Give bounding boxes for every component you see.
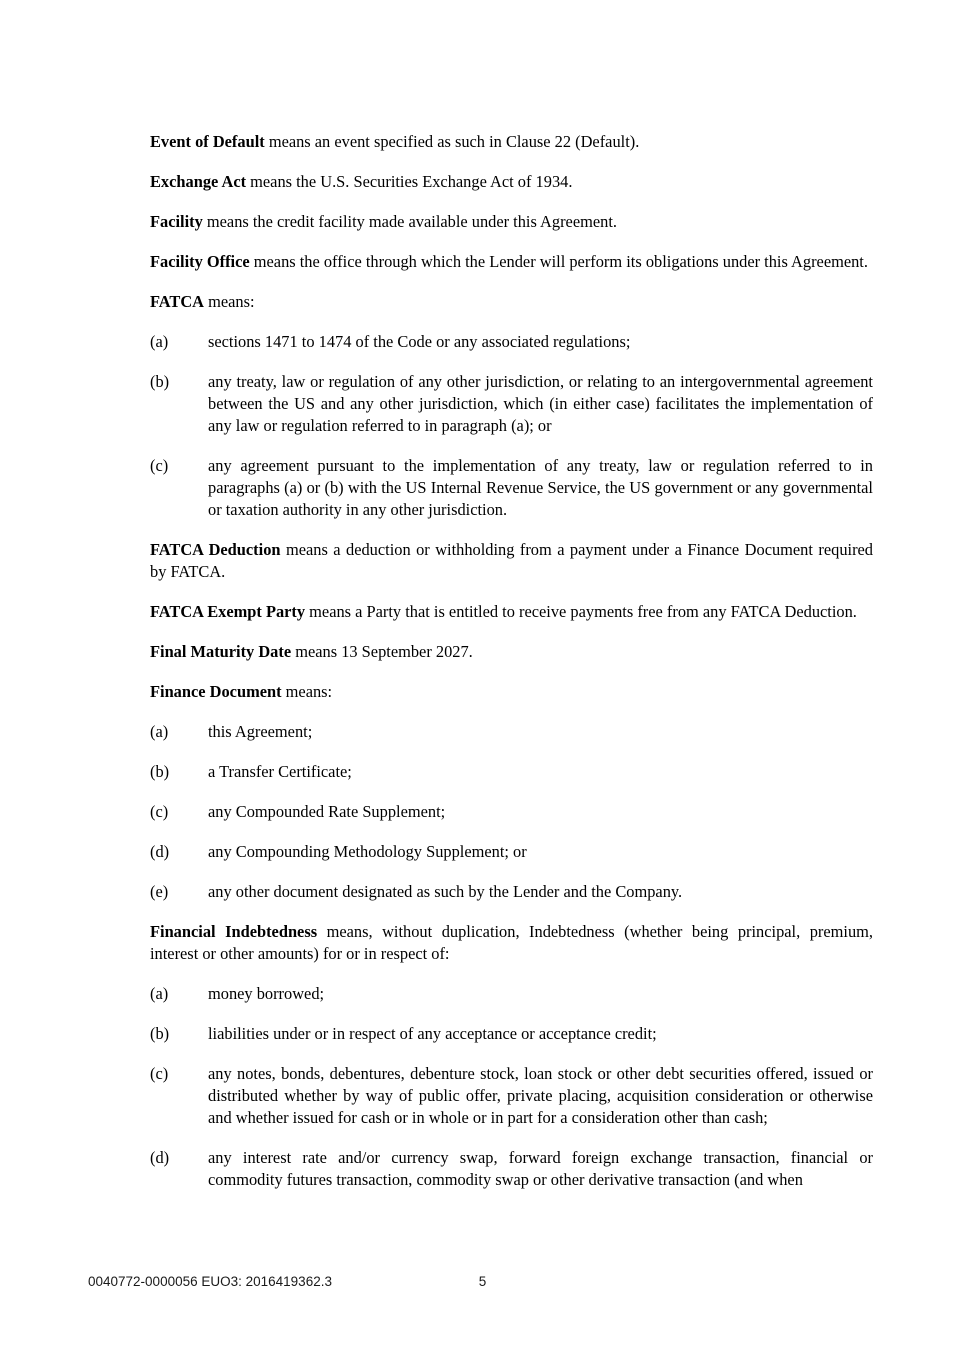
definition-text: means a deduction or withholding from a payment under a Finance Document required by FATCA. (150, 540, 873, 581)
list-item-label: (a) (150, 722, 169, 741)
list-item-label: (b) (150, 1024, 170, 1043)
page-footer (0, 1274, 965, 1290)
list-item-fin-indebt-a (150, 983, 873, 1005)
list-item-finance-doc-e (150, 881, 873, 903)
list-item-text: any Compounding Methodology Supplement; or (208, 842, 527, 861)
defined-term: Facility (150, 212, 203, 231)
list-item-label: (e) (150, 882, 169, 901)
list-item-label: (c) (150, 456, 169, 475)
list-item-fin-indebt-b (150, 1023, 873, 1045)
list-item-finance-doc-d (150, 841, 873, 863)
defined-term: FATCA Exempt Party (150, 602, 306, 621)
list-item-fin-indebt-c (150, 1063, 873, 1129)
list-item-text: any treaty, law or regulation of any other jurisdiction, or relating to an intergovernmental agreement between the US and any other jurisdiction, which (in either case) facilitates the implementation of any law or regulation referred to in paragraph (a); or (208, 372, 873, 435)
list-item-label: (d) (150, 1148, 170, 1167)
definition-text: means an event specified as such in Clause 22 (Default). (264, 132, 640, 151)
list-item-fin-indebt-d (150, 1147, 873, 1191)
list-item-text: this Agreement; (208, 722, 313, 741)
list-item-text: money borrowed; (208, 984, 325, 1003)
defined-term: FATCA Deduction (150, 540, 281, 559)
definition-final-maturity-date (150, 641, 873, 663)
list-item-text: any Compounded Rate Supplement; (208, 802, 446, 821)
defined-term: FATCA (150, 292, 205, 311)
list-item-text: liabilities under or in respect of any acceptance or acceptance credit; (208, 1024, 657, 1043)
definition-text: means the U.S. Securities Exchange Act of 1934. (246, 172, 573, 191)
definition-text: means: (204, 292, 255, 311)
definition-facility (150, 211, 873, 233)
defined-term: Final Maturity Date (150, 642, 292, 661)
list-item-finance-doc-b (150, 761, 873, 783)
list-item-label: (a) (150, 332, 169, 351)
list-item-text: any notes, bonds, debentures, debenture stock, loan stock or other debt securities offered, issued or distributed whether by way of public offer, private placing, acquisition consideration or otherwise and whether issued for cash or in whole or in part for a consideration other than cash; (208, 1064, 873, 1127)
definition-finance-document (150, 681, 873, 703)
definition-text: means the office through which the Lender will perform its obligations under this Agreement. (249, 252, 868, 271)
list-item-fatca-a (150, 331, 873, 353)
definition-fatca-deduction (150, 539, 873, 583)
list-item-label: (c) (150, 802, 169, 821)
definition-fatca-exempt-party (150, 601, 873, 623)
defined-term: Financial Indebtedness (150, 922, 318, 941)
list-item-label: (a) (150, 984, 169, 1003)
defined-term: Event of Default (150, 132, 265, 151)
definition-text: means a Party that is entitled to receive payments free from any FATCA Deduction. (305, 602, 857, 621)
list-item-label: (d) (150, 842, 170, 861)
list-item-fatca-b (150, 371, 873, 437)
definition-text: means the credit facility made available under this Agreement. (202, 212, 617, 231)
list-item-text: any other document designated as such by the Lender and the Company. (208, 882, 683, 901)
document-body (150, 131, 873, 1209)
defined-term: Exchange Act (150, 172, 247, 191)
list-item-finance-doc-c (150, 801, 873, 823)
list-item-label: (b) (150, 762, 170, 781)
list-item-text: any interest rate and/or currency swap, forward foreign exchange transaction, financial or commodity futures transaction, commodity swap or other derivative transaction (and when (208, 1148, 873, 1189)
defined-term: Facility Office (150, 252, 250, 271)
document-id: 0040772-0000056 EUO3: 2016419362.3 (88, 1274, 332, 1289)
list-item-text: any agreement pursuant to the implementation of any treaty, law or regulation referred to in paragraphs (a) or (b) with the US Internal Revenue Service, the US government or any governmental or taxation authority in any other jurisdiction. (208, 456, 873, 519)
list-item-finance-doc-a (150, 721, 873, 743)
defined-term: Finance Document (150, 682, 282, 701)
definition-text: means 13 September 2027. (291, 642, 473, 661)
list-item-text: sections 1471 to 1474 of the Code or any associated regulations; (208, 332, 631, 351)
definition-facility-office (150, 251, 873, 273)
definition-financial-indebtedness (150, 921, 873, 965)
list-item-fatca-c (150, 455, 873, 521)
definition-text: means, without duplication, Indebtedness (whether being principal, premium, interest or other amounts) for or in respect of: (150, 922, 873, 963)
page-number: 5 (478, 1274, 487, 1289)
list-item-text: a Transfer Certificate; (208, 762, 352, 781)
definition-fatca (150, 291, 873, 313)
definition-exchange-act (150, 171, 873, 193)
list-item-label: (b) (150, 372, 170, 391)
definition-event-of-default (150, 131, 873, 153)
list-item-label: (c) (150, 1064, 169, 1083)
definition-text: means: (281, 682, 333, 701)
